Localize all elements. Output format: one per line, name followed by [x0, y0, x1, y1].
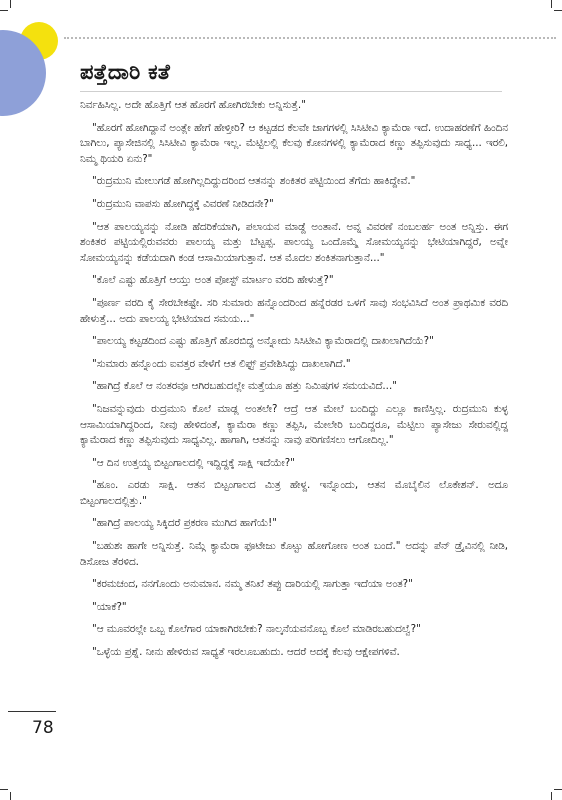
page-number-rule [8, 711, 56, 712]
crop-mark [551, 0, 552, 8]
paragraph: "ರುದ್ರಮುನಿ ಮೇಲುಗಡೆ ಹೋಗಿಲ್ಲದಿದ್ದುದರಿಂದ ಆತನನ್ನು ಶಂಕಿತರ ಪಟ್ಟಿಯಿಂದ ತೆಗೆದು ಹಾಕಿದ್ದೇವೆ." [92, 175, 416, 188]
paragraph: "ಒಳ್ಳೆಯ ಪ್ರಶ್ನೆ. ನೀನು ಹೇಳಿರುವ ಸಾಧ್ಯತೆ ಇರಲೂಬಹುದು. ಆದರೆ ಅದಕ್ಕೆ ಕೆಲವು ಆಕ್ಷೇಪಗಳಿವೆ. [92, 646, 400, 659]
paragraph: "ಹಾಗಿದ್ರೆ ಪಾಲಯ್ಯ ಸಿಕ್ಕಿದರೆ ಪ್ರಕರಣ ಮುಗಿದ ಹಾಗೆಯೆ!" [92, 517, 277, 530]
paragraph: "ಯಾಕೆ?" [92, 600, 127, 613]
paragraph: ನಿರ್ವಹಿಸಿಲ್ಲ. ಅದೇ ಹೊತ್ತಿಗೆ ಆತ ಹೊರಗೆ ಹೋಗಿರಬೇಕು ಅನ್ನಿಸುತ್ತೆ." [80, 99, 306, 111]
paragraph: "ಹೊರಗೆ ಹೋಗಿದ್ದಾನೆ ಅಂತ್ಲೇ ಹೇಗೆ ಹೇಳ್ತೀರಿ? ಆ ಕಟ್ಟಡದ ಕೆಲವೇ ಜಾಗಗಳಲ್ಲಿ ಸಿಸಿಟೀವಿ ಕ್ಯಾಮೆರಾ ಇದೆ. ಉದಾಹರಣೆಗೆ ಹಿಂದಿನ ಬಾಗಿಲು, ಪ್ಯಾಸೇಜಿನಲ್ಲಿ ಸಿಸಿಟೀವಿ ಕ್ಯಾಮೆರಾ ಇಲ್ಲ. ಮೆಟ್ಟಿಲಲ್ಲಿ ಕೆಲವು ಕೋನಗಳಲ್ಲಿ ಕ್ಯಾಮೆರಾದ ಕಣ್ಣು ತಪ್ಪಿಸುವುದು ಸಾಧ್ಯ... ಇರಲಿ, ನಿಮ್ಮ ಥಿಯರಿ ಏನು?" [80, 121, 508, 165]
paragraph: "ಕರಮಚಂದ, ನನಗೊಂದು ಅನುಮಾನ. ನಮ್ಮ ತನಿಖೆ ತಪ್ಪು ದಾರಿಯಲ್ಲಿ ಸಾಗುತ್ತಾ ಇದೆಯಾ ಅಂತ?" [92, 578, 413, 591]
crop-mark [0, 789, 8, 790]
paragraph: "ಪೂರ್ಣ ವರದಿ ಕೈ ಸೇರಬೇಕಷ್ಟೇ. ಸರಿ ಸುಮಾರು ಹನ್ನೊಂದರಿಂದ ಹನ್ನೆರಡರ ಒಳಗೆ ಸಾವು ಸಂಭವಿಸಿದೆ ಅಂತ ಪ್ರಾಥಮಿಕ ವರದಿ ಹೇಳುತ್ತೆ... ಅದು ಪಾಲಯ್ಯ ಭೇಟಿಯಾದ ಸಮಯ..." [80, 296, 508, 325]
paragraph: "ಆ ಮೂವರಲ್ಲೇ ಒಬ್ಬ ಕೊಲೆಗಾರ ಯಾಕಾಗಿರಬೇಕು? ನಾಲ್ಕನೆಯವನೊಬ್ಬ ಕೊಲೆ ಮಾಡಿರಬಹುದಲ್ವೆ?" [92, 623, 421, 636]
paragraph: "ನಿಜವನ್ನುವುದು ರುದ್ರಮುನಿ ಕೊಲೆ ಮಾಡ್ಲ ಅಂತಲೇ? ಆದ್ರೆ ಆತ ಮೇಲೆ ಬಂದಿದ್ದು ಎಲ್ಲೂ ಕಾಣಿಸ್ತಿಲ್ಲ. ರುದ್ರಮುನಿ ಕುಳ್ಳ ಆಸಾಮಿಯಾಗಿದ್ದರಿಂದ, ನೀವು ಹೇಳಿದಂತೆ, ಕ್ಯಾಮೆರಾ ಕಣ್ಣು ತಪ್ಪಿಸಿ, ಮೇಲೇರಿ ಬಂದಿದ್ದರೂ, ಮೆಟ್ಟಿಲು ಪ್ಯಾಸೇಜು ಸೇರುವಲ್ಲಿದ್ದ ಕ್ಯಾಮೆರಾದ ಕಣ್ಣು ತಪ್ಪಿಸುವುದು ಸಾಧ್ಯವಿಲ್ಲ. ಹಾಗಾಗಿ, ಆತನನ್ನು ನಾವು ಪರಿಗಣಿಸಲು ಆಗೋದಿಲ್ಲ." [80, 402, 508, 447]
paragraph: "ಪಾಲಯ್ಯ ಕಟ್ಟಡದಿಂದ ಎಷ್ಟು ಹೊತ್ತಿಗೆ ಹೊರಬಿದ್ದ ಅನ್ನೋದು ಸಿಸಿಟೀವಿ ಕ್ಯಾಮೆರಾದಲ್ಲಿ ದಾಖಲಾಗಿದೆಯೆ?" [92, 335, 434, 348]
paragraph: "ಕೊಲೆ ಎಷ್ಟು ಹೊತ್ತಿಗೆ ಆಯ್ತು ಅಂತ ಪೋಸ್ಟ್ ಮಾರ್ಟಂ ವರದಿ ಹೇಳುತ್ತೆ?" [92, 274, 334, 287]
paragraph: "ಬಹುಶಃ ಹಾಗೇ ಅನ್ನಿಸುತ್ತೆ. ನಿಮ್ಗೆ ಕ್ಯಾಮೆರಾ ಫೂಟೇಜು ಕೊಟ್ಟು ಹೋಗೋಣ ಅಂತ ಬಂದೆ." ಅದನ್ನು ಪೆನ್ ಡ್ರೈವಿನಲ್ಲಿ ನೀಡಿ, ಡಿಸೋಜ ತೆರಳಿದ. [80, 540, 508, 568]
paragraph: "ಆ ದಿನ ಉತ್ತಯ್ಯ ಬಿಟ್ಟಂಗಾಲದಲ್ಲಿ ಇದ್ದಿದ್ದಕ್ಕೆ ಸಾಕ್ಷಿ ಇದೆಯೇ?" [92, 456, 295, 469]
crop-mark [554, 10, 562, 11]
crop-mark [10, 0, 11, 8]
body-text [80, 98, 508, 668]
paragraph: "ರುದ್ರಮುನಿ ವಾಪಸು ಹೋಗಿದ್ದಕ್ಕೆ ವಿವರಣೆ ನೀಡಿದನೇ?" [92, 197, 274, 210]
page-number: 78 [32, 718, 54, 738]
paragraph: "ಆತ ಪಾಲಯ್ಯನನ್ನು ನೋಡಿ ಹೆದರಿಕೆಯಾಗಿ, ಪಲಾಯನ ಮಾಡ್ದೆ ಅಂತಾನೆ. ಅವ್ನ ವಿವರಣೆ ನಂಬಲರ್ಹ ಅಂತ ಅನ್ನಿಸ್ತು. ಈಗ ಶಂಕಿತರ ಪಟ್ಟಿಯಲ್ಲಿರುವವರು ಪಾಲಯ್ಯ ಮತ್ತು ಬೆಟ್ಟಪ್ಪ. ಪಾಲಯ್ಯ ಒಂದೊಮ್ಮೆ ಸೋಮಯ್ಯನನ್ನು ಭೇಟಿಯಾಗಿದ್ದರೆ, ಅವ್ನೇ ಸೋಮಯ್ಯನನ್ನು ಕಡೆಯದಾಗಿ ಕಂಡ ಆಸಾಮಿಯಾಗುತ್ತಾನೆ. ಆತ ಮೊದಲ ಶಂಕಿತನಾಗುತ್ತಾನೆ..." [80, 220, 508, 264]
crop-mark [10, 792, 11, 800]
paragraph: "ಹೂಂ. ಎರಡು ಸಾಕ್ಷಿ. ಆತನ ಬಿಟ್ಟಂಗಾಲದ ಮಿತ್ರ ಹೇಳ್ದ. ಇನ್ನೊಂದು, ಆತನ ಮೊಬೈಲಿನ ಲೊಕೇಶನ್. ಅದೂ ಬಿಟ್ಟಂಗಾಲದಲ್ಲಿತ್ತು." [80, 479, 508, 507]
title-divider [80, 91, 502, 92]
dotted-header-line [64, 37, 556, 39]
crop-mark [551, 792, 552, 800]
paragraph: "ಹಾಗಿದ್ರೆ ಕೊಲೆ ಆ ನಂತರವೂ ಆಗಿರಬಹುದಲ್ಲೇ ಮತ್ತೆಯೂ ಹತ್ತು ನಿಮಿಷಗಳ ಸಮಯವಿದೆ..." [92, 380, 397, 393]
crop-mark [554, 789, 562, 790]
paragraph: "ಸುಮಾರು ಹನ್ನೊಂದು ಐವತ್ತರ ವೇಳೆಗೆ ಆತ ಲಿಫ್ಟ್ ಪ್ರವೇಶಿಸಿದ್ದು ದಾಖಲಾಗಿದೆ." [92, 357, 351, 370]
section-title: ಪತ್ತೆದಾರಿ ಕತೆ [80, 60, 171, 84]
crop-mark [0, 10, 8, 11]
